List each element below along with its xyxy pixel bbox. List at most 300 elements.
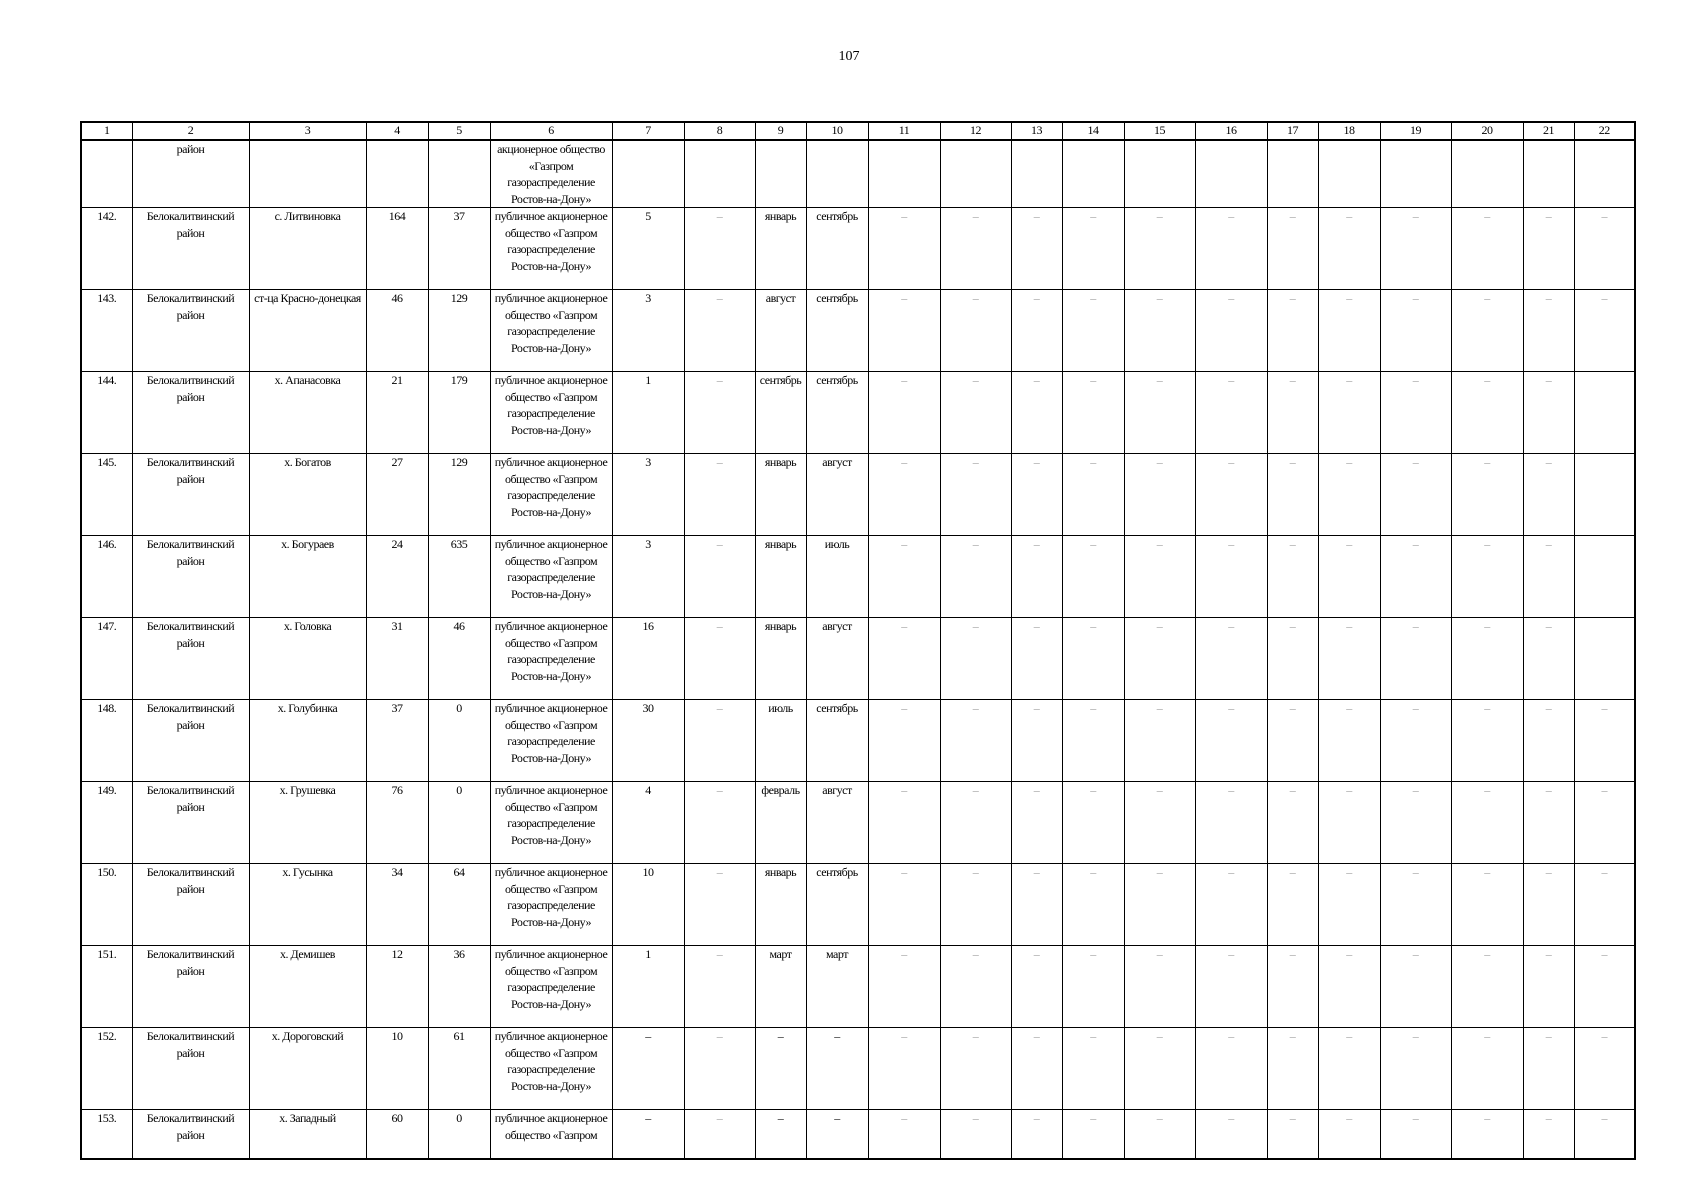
value-cell-col17: – xyxy=(1267,1028,1318,1110)
value-cell-col11: – xyxy=(868,208,940,290)
value-cell-col13: – xyxy=(1011,700,1062,782)
value-cell-col14: – xyxy=(1062,946,1124,1028)
value-cell-col17: – xyxy=(1267,946,1318,1028)
value-cell-col18: – xyxy=(1318,618,1380,700)
value-cell-col5: 61 xyxy=(428,1028,490,1110)
value-cell-col4: 60 xyxy=(366,1110,428,1159)
column-number-22: 22 xyxy=(1574,122,1635,140)
value-cell-col22: – xyxy=(1574,208,1635,290)
value-cell-col15: – xyxy=(1124,700,1195,782)
settlement-cell: х. Демишев xyxy=(249,946,366,1028)
value-cell-col22: – xyxy=(1574,946,1635,1028)
row-number: 152. xyxy=(81,1028,132,1110)
district-cell: Белокалитвинский район xyxy=(132,618,249,700)
value-cell-col22 xyxy=(1574,618,1635,700)
settlement-cell: х. Гусынка xyxy=(249,864,366,946)
data-table xyxy=(80,121,1636,1160)
end-month-cell: июль xyxy=(806,536,868,618)
value-cell-col15: – xyxy=(1124,454,1195,536)
organization-cell: акционерное общество «Газпром газораспределение Ростов-на-Дону» xyxy=(490,140,612,208)
value-cell-col17: – xyxy=(1267,864,1318,946)
table-row xyxy=(81,1028,1635,1110)
start-month-cell: январь xyxy=(755,618,806,700)
value-cell-col8: – xyxy=(684,700,755,782)
value-cell-col13: – xyxy=(1011,864,1062,946)
column-number-17: 17 xyxy=(1267,122,1318,140)
organization-cell: публичное акционерное общество «Газпром газораспределение Ростов-на-Дону» xyxy=(490,1028,612,1110)
value-cell-col16: – xyxy=(1195,372,1267,454)
value-cell-col20: – xyxy=(1451,208,1523,290)
value-cell-col5: 129 xyxy=(428,454,490,536)
start-month-cell: январь xyxy=(755,208,806,290)
value-cell-col13: – xyxy=(1011,1028,1062,1110)
value-cell-col16 xyxy=(1195,140,1267,208)
value-cell-col21: – xyxy=(1523,946,1574,1028)
end-month-cell: август xyxy=(806,782,868,864)
value-cell-col19: – xyxy=(1380,290,1451,372)
end-month-cell: сентябрь xyxy=(806,864,868,946)
value-cell-col20: – xyxy=(1451,290,1523,372)
value-cell-col8: – xyxy=(684,372,755,454)
value-cell-col8: – xyxy=(684,946,755,1028)
value-cell-col7: 3 xyxy=(612,536,684,618)
table-body xyxy=(81,140,1635,1159)
district-cell: Белокалитвинский район xyxy=(132,700,249,782)
value-cell-col21: – xyxy=(1523,1110,1574,1159)
value-cell-col22: – xyxy=(1574,1110,1635,1159)
value-cell-col4: 31 xyxy=(366,618,428,700)
value-cell-col22: – xyxy=(1574,1028,1635,1110)
value-cell-col12: – xyxy=(940,864,1011,946)
value-cell-col5: 129 xyxy=(428,290,490,372)
end-month-cell: сентябрь xyxy=(806,208,868,290)
value-cell-col13: – xyxy=(1011,946,1062,1028)
value-cell-col21: – xyxy=(1523,864,1574,946)
start-month-cell: январь xyxy=(755,864,806,946)
value-cell-col17: – xyxy=(1267,700,1318,782)
value-cell-col5: 37 xyxy=(428,208,490,290)
value-cell-col18: – xyxy=(1318,700,1380,782)
column-number-10: 10 xyxy=(806,122,868,140)
value-cell-col20: – xyxy=(1451,700,1523,782)
settlement-cell: х. Грушевка xyxy=(249,782,366,864)
table-row xyxy=(81,140,1635,208)
value-cell-col8: – xyxy=(684,864,755,946)
table-row xyxy=(81,782,1635,864)
value-cell-col14: – xyxy=(1062,700,1124,782)
value-cell-col11: – xyxy=(868,618,940,700)
district-cell: Белокалитвинский район xyxy=(132,946,249,1028)
value-cell-col4: 21 xyxy=(366,372,428,454)
value-cell-col17: – xyxy=(1267,1110,1318,1159)
value-cell-col7: 3 xyxy=(612,454,684,536)
organization-cell: публичное акционерное общество «Газпром xyxy=(490,1110,612,1159)
column-number-8: 8 xyxy=(684,122,755,140)
value-cell-col13: – xyxy=(1011,618,1062,700)
column-number-2: 2 xyxy=(132,122,249,140)
start-month-cell: январь xyxy=(755,536,806,618)
end-month-cell: – xyxy=(806,1028,868,1110)
value-cell-col14: – xyxy=(1062,618,1124,700)
value-cell-col15 xyxy=(1124,140,1195,208)
value-cell-col12: – xyxy=(940,290,1011,372)
value-cell-col5: 179 xyxy=(428,372,490,454)
value-cell-col12: – xyxy=(940,782,1011,864)
value-cell-col4: 24 xyxy=(366,536,428,618)
row-number: 144. xyxy=(81,372,132,454)
value-cell-col11: – xyxy=(868,454,940,536)
column-number-4: 4 xyxy=(366,122,428,140)
value-cell-col16: – xyxy=(1195,700,1267,782)
district-cell: Белокалитвинский район xyxy=(132,290,249,372)
value-cell-col11: – xyxy=(868,290,940,372)
start-month-cell: март xyxy=(755,946,806,1028)
value-cell-col16: – xyxy=(1195,618,1267,700)
table-row xyxy=(81,454,1635,536)
value-cell-col18: – xyxy=(1318,946,1380,1028)
value-cell-col4: 37 xyxy=(366,700,428,782)
start-month-cell: – xyxy=(755,1110,806,1159)
value-cell-col20: – xyxy=(1451,536,1523,618)
value-cell-col20: – xyxy=(1451,782,1523,864)
end-month-cell: март xyxy=(806,946,868,1028)
value-cell-col14: – xyxy=(1062,1110,1124,1159)
value-cell-col14: – xyxy=(1062,454,1124,536)
value-cell-col12: – xyxy=(940,946,1011,1028)
settlement-cell: х. Богураев xyxy=(249,536,366,618)
settlement-cell: с. Литвиновка xyxy=(249,208,366,290)
value-cell-col18: – xyxy=(1318,290,1380,372)
value-cell-col14 xyxy=(1062,140,1124,208)
value-cell-col7 xyxy=(612,140,684,208)
start-month-cell xyxy=(755,140,806,208)
value-cell-col11: – xyxy=(868,782,940,864)
value-cell-col15: – xyxy=(1124,290,1195,372)
value-cell-col11: – xyxy=(868,864,940,946)
value-cell-col5: 0 xyxy=(428,700,490,782)
column-number-12: 12 xyxy=(940,122,1011,140)
value-cell-col19: – xyxy=(1380,372,1451,454)
end-month-cell: сентябрь xyxy=(806,290,868,372)
value-cell-col7: 5 xyxy=(612,208,684,290)
value-cell-col19: – xyxy=(1380,946,1451,1028)
settlement-cell: х. Дороговский xyxy=(249,1028,366,1110)
end-month-cell: сентябрь xyxy=(806,372,868,454)
table-row xyxy=(81,208,1635,290)
district-cell: район xyxy=(132,140,249,208)
end-month-cell: – xyxy=(806,1110,868,1159)
value-cell-col12 xyxy=(940,140,1011,208)
value-cell-col17: – xyxy=(1267,208,1318,290)
table-row xyxy=(81,618,1635,700)
value-cell-col13 xyxy=(1011,140,1062,208)
value-cell-col14: – xyxy=(1062,372,1124,454)
value-cell-col12: – xyxy=(940,536,1011,618)
value-cell-col20 xyxy=(1451,140,1523,208)
value-cell-col12: – xyxy=(940,1028,1011,1110)
value-cell-col21: – xyxy=(1523,782,1574,864)
row-number: 150. xyxy=(81,864,132,946)
value-cell-col8: – xyxy=(684,536,755,618)
table-row xyxy=(81,946,1635,1028)
value-cell-col17: – xyxy=(1267,536,1318,618)
value-cell-col21: – xyxy=(1523,1028,1574,1110)
value-cell-col16: – xyxy=(1195,208,1267,290)
value-cell-col16: – xyxy=(1195,782,1267,864)
value-cell-col16: – xyxy=(1195,1110,1267,1159)
district-cell: Белокалитвинский район xyxy=(132,536,249,618)
value-cell-col20: – xyxy=(1451,946,1523,1028)
column-number-11: 11 xyxy=(868,122,940,140)
value-cell-col11: – xyxy=(868,1028,940,1110)
value-cell-col16: – xyxy=(1195,536,1267,618)
end-month-cell: август xyxy=(806,454,868,536)
organization-cell: публичное акционерное общество «Газпром газораспределение Ростов-на-Дону» xyxy=(490,946,612,1028)
column-number-21: 21 xyxy=(1523,122,1574,140)
value-cell-col20: – xyxy=(1451,618,1523,700)
organization-cell: публичное акционерное общество «Газпром газораспределение Ростов-на-Дону» xyxy=(490,700,612,782)
value-cell-col8: – xyxy=(684,782,755,864)
settlement-cell: х. Апанасовка xyxy=(249,372,366,454)
start-month-cell: февраль xyxy=(755,782,806,864)
value-cell-col11 xyxy=(868,140,940,208)
value-cell-col21: – xyxy=(1523,290,1574,372)
organization-cell: публичное акционерное общество «Газпром газораспределение Ростов-на-Дону» xyxy=(490,864,612,946)
value-cell-col18: – xyxy=(1318,372,1380,454)
value-cell-col22 xyxy=(1574,372,1635,454)
settlement-cell: х. Голубинка xyxy=(249,700,366,782)
value-cell-col19: – xyxy=(1380,700,1451,782)
value-cell-col12: – xyxy=(940,208,1011,290)
row-number xyxy=(81,140,132,208)
value-cell-col16: – xyxy=(1195,946,1267,1028)
row-number: 153. xyxy=(81,1110,132,1159)
value-cell-col22: – xyxy=(1574,290,1635,372)
row-number: 149. xyxy=(81,782,132,864)
value-cell-col8: – xyxy=(684,1110,755,1159)
value-cell-col11: – xyxy=(868,946,940,1028)
value-cell-col18: – xyxy=(1318,864,1380,946)
value-cell-col20: – xyxy=(1451,372,1523,454)
value-cell-col11: – xyxy=(868,700,940,782)
value-cell-col7: 16 xyxy=(612,618,684,700)
value-cell-col20: – xyxy=(1451,1110,1523,1159)
value-cell-col21: – xyxy=(1523,536,1574,618)
value-cell-col5: 0 xyxy=(428,1110,490,1159)
value-cell-col15: – xyxy=(1124,782,1195,864)
value-cell-col5 xyxy=(428,140,490,208)
value-cell-col21: – xyxy=(1523,700,1574,782)
value-cell-col19: – xyxy=(1380,864,1451,946)
value-cell-col5: 635 xyxy=(428,536,490,618)
value-cell-col16: – xyxy=(1195,864,1267,946)
table-row xyxy=(81,536,1635,618)
organization-cell: публичное акционерное общество «Газпром газораспределение Ростов-на-Дону» xyxy=(490,536,612,618)
row-number: 146. xyxy=(81,536,132,618)
table-row xyxy=(81,290,1635,372)
column-number-15: 15 xyxy=(1124,122,1195,140)
value-cell-col19: – xyxy=(1380,618,1451,700)
value-cell-col12: – xyxy=(940,454,1011,536)
column-number-5: 5 xyxy=(428,122,490,140)
value-cell-col15: – xyxy=(1124,946,1195,1028)
value-cell-col8: – xyxy=(684,1028,755,1110)
value-cell-col22: – xyxy=(1574,782,1635,864)
value-cell-col15: – xyxy=(1124,208,1195,290)
organization-cell: публичное акционерное общество «Газпром газораспределение Ростов-на-Дону» xyxy=(490,208,612,290)
start-month-cell: июль xyxy=(755,700,806,782)
value-cell-col22 xyxy=(1574,140,1635,208)
row-number: 142. xyxy=(81,208,132,290)
value-cell-col15: – xyxy=(1124,618,1195,700)
value-cell-col4: 12 xyxy=(366,946,428,1028)
value-cell-col7: 1 xyxy=(612,372,684,454)
value-cell-col18: – xyxy=(1318,1110,1380,1159)
end-month-cell: сентябрь xyxy=(806,700,868,782)
value-cell-col18 xyxy=(1318,140,1380,208)
value-cell-col4: 164 xyxy=(366,208,428,290)
value-cell-col7: 1 xyxy=(612,946,684,1028)
value-cell-col18: – xyxy=(1318,208,1380,290)
value-cell-col17: – xyxy=(1267,618,1318,700)
value-cell-col18: – xyxy=(1318,1028,1380,1110)
value-cell-col14: – xyxy=(1062,536,1124,618)
value-cell-col8: – xyxy=(684,290,755,372)
organization-cell: публичное акционерное общество «Газпром газораспределение Ростов-на-Дону» xyxy=(490,782,612,864)
start-month-cell: август xyxy=(755,290,806,372)
column-number-19: 19 xyxy=(1380,122,1451,140)
value-cell-col17 xyxy=(1267,140,1318,208)
value-cell-col13: – xyxy=(1011,536,1062,618)
value-cell-col4 xyxy=(366,140,428,208)
row-number: 145. xyxy=(81,454,132,536)
value-cell-col16: – xyxy=(1195,1028,1267,1110)
value-cell-col19: – xyxy=(1380,1028,1451,1110)
value-cell-col17: – xyxy=(1267,454,1318,536)
value-cell-col5: 0 xyxy=(428,782,490,864)
table-row xyxy=(81,864,1635,946)
table-row xyxy=(81,372,1635,454)
value-cell-col12: – xyxy=(940,372,1011,454)
organization-cell: публичное акционерное общество «Газпром газораспределение Ростов-на-Дону» xyxy=(490,290,612,372)
value-cell-col4: 10 xyxy=(366,1028,428,1110)
value-cell-col13: – xyxy=(1011,782,1062,864)
table-row xyxy=(81,1110,1635,1159)
table-row xyxy=(81,700,1635,782)
value-cell-col12: – xyxy=(940,700,1011,782)
value-cell-col18: – xyxy=(1318,454,1380,536)
value-cell-col7: 30 xyxy=(612,700,684,782)
value-cell-col16: – xyxy=(1195,290,1267,372)
end-month-cell: август xyxy=(806,618,868,700)
value-cell-col14: – xyxy=(1062,290,1124,372)
value-cell-col14: – xyxy=(1062,782,1124,864)
value-cell-col8: – xyxy=(684,618,755,700)
value-cell-col4: 34 xyxy=(366,864,428,946)
value-cell-col19: – xyxy=(1380,1110,1451,1159)
value-cell-col5: 36 xyxy=(428,946,490,1028)
value-cell-col11: – xyxy=(868,372,940,454)
column-number-3: 3 xyxy=(249,122,366,140)
value-cell-col21: – xyxy=(1523,208,1574,290)
value-cell-col15: – xyxy=(1124,864,1195,946)
value-cell-col21 xyxy=(1523,140,1574,208)
district-cell: Белокалитвинский район xyxy=(132,454,249,536)
value-cell-col14: – xyxy=(1062,1028,1124,1110)
value-cell-col5: 46 xyxy=(428,618,490,700)
value-cell-col17: – xyxy=(1267,290,1318,372)
column-number-7: 7 xyxy=(612,122,684,140)
column-number-14: 14 xyxy=(1062,122,1124,140)
value-cell-col15: – xyxy=(1124,536,1195,618)
value-cell-col22 xyxy=(1574,454,1635,536)
column-number-16: 16 xyxy=(1195,122,1267,140)
value-cell-col8 xyxy=(684,140,755,208)
value-cell-col7: 3 xyxy=(612,290,684,372)
value-cell-col11: – xyxy=(868,536,940,618)
value-cell-col13: – xyxy=(1011,454,1062,536)
value-cell-col18: – xyxy=(1318,536,1380,618)
settlement-cell: х. Богатов xyxy=(249,454,366,536)
column-number-1: 1 xyxy=(81,122,132,140)
end-month-cell xyxy=(806,140,868,208)
value-cell-col12: – xyxy=(940,1110,1011,1159)
value-cell-col7: 10 xyxy=(612,864,684,946)
page-number: 107 xyxy=(838,49,860,64)
value-cell-col14: – xyxy=(1062,864,1124,946)
value-cell-col19: – xyxy=(1380,782,1451,864)
row-number: 147. xyxy=(81,618,132,700)
start-month-cell: сентябрь xyxy=(755,372,806,454)
value-cell-col22 xyxy=(1574,536,1635,618)
value-cell-col22: – xyxy=(1574,700,1635,782)
value-cell-col18: – xyxy=(1318,782,1380,864)
value-cell-col17: – xyxy=(1267,372,1318,454)
value-cell-col19 xyxy=(1380,140,1451,208)
value-cell-col8: – xyxy=(684,208,755,290)
value-cell-col15: – xyxy=(1124,372,1195,454)
value-cell-col21: – xyxy=(1523,454,1574,536)
column-number-13: 13 xyxy=(1011,122,1062,140)
start-month-cell: январь xyxy=(755,454,806,536)
value-cell-col13: – xyxy=(1011,290,1062,372)
value-cell-col7: 4 xyxy=(612,782,684,864)
settlement-cell: ст-ца Красно-донецкая xyxy=(249,290,366,372)
settlement-cell: х. Головка xyxy=(249,618,366,700)
value-cell-col11: – xyxy=(868,1110,940,1159)
value-cell-col14: – xyxy=(1062,208,1124,290)
value-cell-col7: – xyxy=(612,1028,684,1110)
column-number-20: 20 xyxy=(1451,122,1523,140)
settlement-cell xyxy=(249,140,366,208)
district-cell: Белокалитвинский район xyxy=(132,864,249,946)
row-number: 151. xyxy=(81,946,132,1028)
column-number-18: 18 xyxy=(1318,122,1380,140)
value-cell-col8: – xyxy=(684,454,755,536)
value-cell-col19: – xyxy=(1380,208,1451,290)
value-cell-col7: – xyxy=(612,1110,684,1159)
organization-cell: публичное акционерное общество «Газпром газораспределение Ростов-на-Дону» xyxy=(490,454,612,536)
district-cell: Белокалитвинский район xyxy=(132,1028,249,1110)
value-cell-col12: – xyxy=(940,618,1011,700)
district-cell: Белокалитвинский район xyxy=(132,782,249,864)
value-cell-col13: – xyxy=(1011,372,1062,454)
value-cell-col15: – xyxy=(1124,1110,1195,1159)
value-cell-col4: 27 xyxy=(366,454,428,536)
value-cell-col13: – xyxy=(1011,1110,1062,1159)
organization-cell: публичное акционерное общество «Газпром газораспределение Ростов-на-Дону» xyxy=(490,618,612,700)
row-number: 148. xyxy=(81,700,132,782)
